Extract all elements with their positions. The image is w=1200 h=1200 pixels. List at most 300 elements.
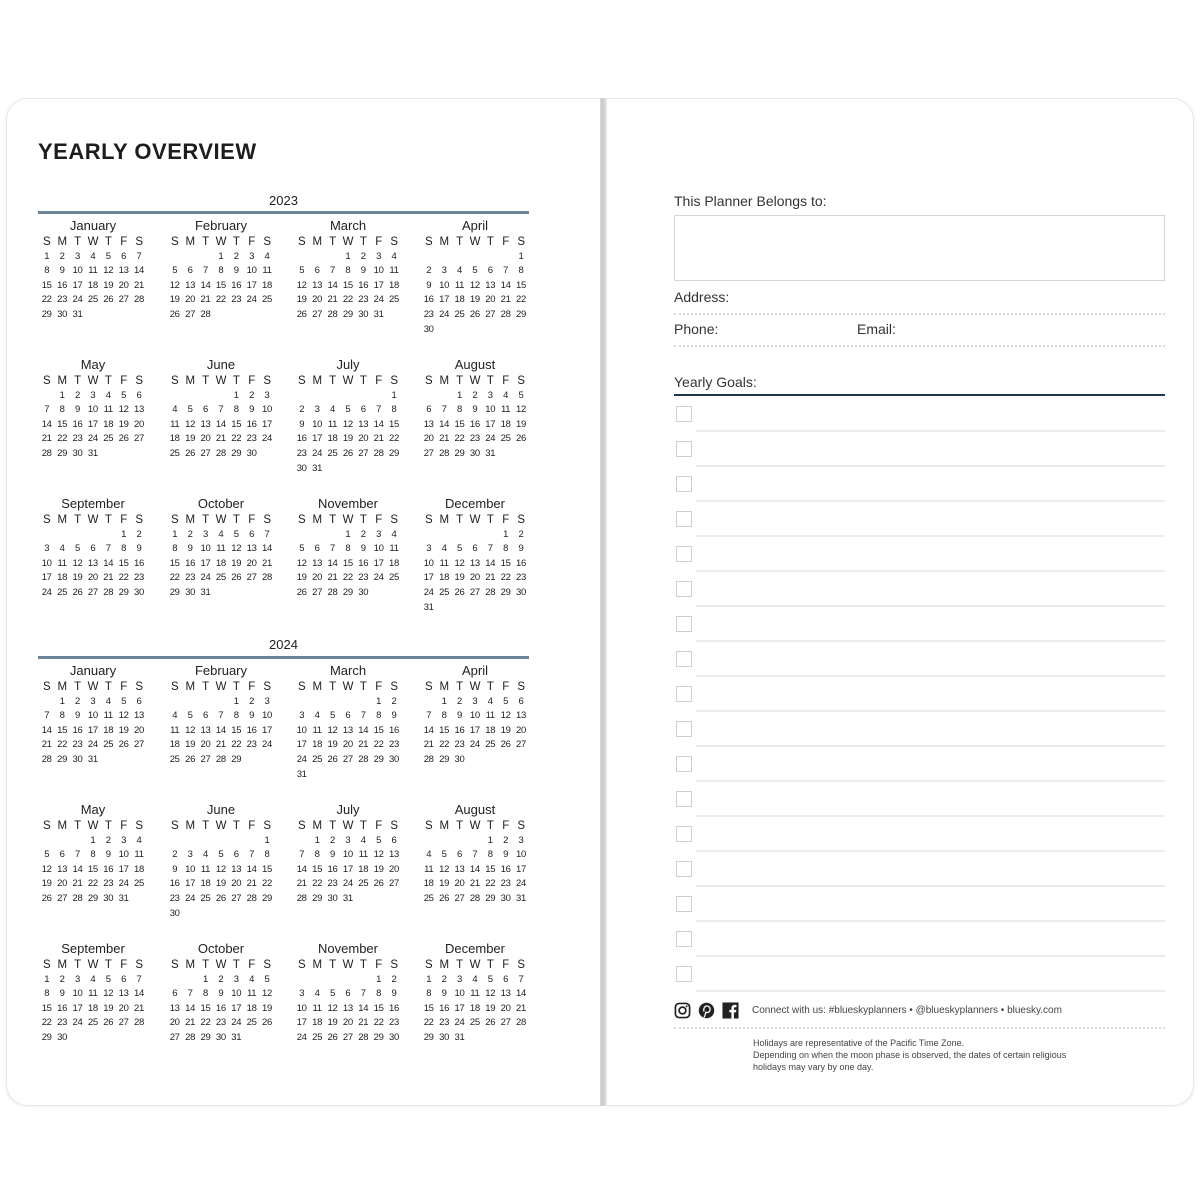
day-number: 28 xyxy=(215,753,226,765)
day-number: 20 xyxy=(454,878,465,890)
day-number: 24 xyxy=(185,892,196,904)
day-number: 27 xyxy=(342,1031,353,1043)
day-number: 29 xyxy=(485,892,496,904)
weekday-header-row xyxy=(294,819,402,834)
month-name: May xyxy=(80,802,106,817)
day-grid xyxy=(294,528,402,601)
day-number: 22 xyxy=(41,294,52,306)
month-name: March xyxy=(329,218,367,233)
empty-day-cell xyxy=(421,528,436,543)
day-number: 30 xyxy=(215,1031,226,1043)
weekday-header: T xyxy=(359,236,367,248)
day-number: 17 xyxy=(296,739,307,751)
day-number: 4 xyxy=(472,973,478,985)
day-number: 18 xyxy=(469,1002,480,1014)
weekday-header: S xyxy=(425,514,433,526)
goal-row[interactable] xyxy=(674,852,1165,887)
day-number: 14 xyxy=(358,1002,369,1014)
day-number: 18 xyxy=(103,724,114,736)
weekday-header: M xyxy=(185,236,195,248)
day-number: 21 xyxy=(423,739,434,751)
goal-row[interactable] xyxy=(674,782,1165,817)
day-number: 8 xyxy=(44,988,50,1000)
weekday-header: F xyxy=(248,820,256,832)
weekday-header: S xyxy=(517,681,525,693)
weekday-header: S xyxy=(171,959,179,971)
day-number: 23 xyxy=(215,1017,226,1029)
day-number: 22 xyxy=(485,878,496,890)
goal-row[interactable] xyxy=(674,537,1165,572)
day-number: 12 xyxy=(342,418,353,430)
weekday-header: S xyxy=(517,514,525,526)
day-number: 29 xyxy=(439,753,450,765)
day-number: 22 xyxy=(87,878,98,890)
day-number: 4 xyxy=(249,973,255,985)
day-number: 17 xyxy=(262,724,273,736)
goal-row[interactable] xyxy=(674,887,1165,922)
day-number: 10 xyxy=(454,988,465,1000)
day-number: 20 xyxy=(87,572,98,584)
day-number: 14 xyxy=(246,863,257,875)
goal-checkbox[interactable] xyxy=(676,511,692,527)
day-number: 28 xyxy=(262,572,273,584)
pinterest-icon[interactable] xyxy=(698,1002,715,1019)
month-name: November xyxy=(318,496,378,511)
day-number: 23 xyxy=(72,433,83,445)
weekday-header: S xyxy=(43,236,51,248)
day-number: 14 xyxy=(516,988,527,1000)
empty-day-cell xyxy=(198,695,213,710)
day-number: 6 xyxy=(391,834,397,846)
day-number: 16 xyxy=(389,1002,400,1014)
weekday-header: W xyxy=(342,236,354,248)
weekday-header: F xyxy=(120,375,128,387)
goal-checkbox[interactable] xyxy=(676,616,692,632)
day-grid xyxy=(421,695,529,768)
day-number: 22 xyxy=(215,294,226,306)
day-number: 7 xyxy=(136,250,142,262)
day-number: 7 xyxy=(44,404,50,416)
day-number: 4 xyxy=(391,250,397,262)
day-number: 30 xyxy=(134,586,145,598)
day-number: 21 xyxy=(134,279,145,291)
weekday-header: S xyxy=(43,959,51,971)
day-number: 9 xyxy=(172,863,178,875)
goal-checkbox[interactable] xyxy=(676,651,692,667)
weekday-header: S xyxy=(390,375,398,387)
month-name: January xyxy=(69,218,117,233)
day-number: 14 xyxy=(215,724,226,736)
day-number: 29 xyxy=(200,1031,211,1043)
day-number: 7 xyxy=(360,988,366,1000)
weekday-header: M xyxy=(312,820,322,832)
weekday-header-row xyxy=(421,958,529,973)
day-number: 7 xyxy=(329,543,335,555)
day-number: 6 xyxy=(518,695,524,707)
empty-day-cell xyxy=(85,528,100,543)
day-number: 13 xyxy=(134,404,145,416)
day-number: 20 xyxy=(200,739,211,751)
day-number: 3 xyxy=(264,389,270,401)
empty-day-cell xyxy=(421,834,436,849)
month-name: October xyxy=(197,496,245,511)
day-number: 15 xyxy=(373,724,384,736)
day-number: 10 xyxy=(439,279,450,291)
day-number: 7 xyxy=(360,710,366,722)
phone-label: Phone: xyxy=(674,321,719,337)
day-number: 25 xyxy=(389,294,400,306)
goal-row[interactable] xyxy=(674,642,1165,677)
day-number: 1 xyxy=(59,389,65,401)
day-number: 11 xyxy=(216,543,226,555)
month-calendar xyxy=(39,662,147,768)
day-number: 28 xyxy=(358,1031,369,1043)
goal-checkbox[interactable] xyxy=(676,861,692,877)
goal-checkbox[interactable] xyxy=(676,721,692,737)
day-number: 5 xyxy=(503,695,509,707)
day-number: 24 xyxy=(423,586,434,598)
goal-row[interactable] xyxy=(674,397,1165,432)
day-number: 7 xyxy=(136,973,142,985)
goal-checkbox[interactable] xyxy=(676,581,692,597)
month-calendar xyxy=(39,940,147,1046)
goal-row[interactable] xyxy=(674,572,1165,607)
goal-checkbox[interactable] xyxy=(676,406,692,422)
day-number: 14 xyxy=(469,863,480,875)
goal-row[interactable] xyxy=(674,677,1165,712)
day-number: 26 xyxy=(262,1017,273,1029)
day-number: 7 xyxy=(472,849,478,861)
day-number: 28 xyxy=(200,308,211,320)
day-number: 8 xyxy=(121,543,127,555)
day-number: 6 xyxy=(121,250,127,262)
goal-row[interactable] xyxy=(674,922,1165,957)
weekday-header: T xyxy=(486,236,494,248)
day-number: 9 xyxy=(503,849,509,861)
day-number: 21 xyxy=(103,572,114,584)
weekday-header-row xyxy=(294,513,402,528)
day-number: 13 xyxy=(57,863,68,875)
day-number: 30 xyxy=(72,447,83,459)
weekday-header: F xyxy=(248,681,256,693)
day-number: 25 xyxy=(358,878,369,890)
day-number: 29 xyxy=(231,753,242,765)
day-number: 16 xyxy=(423,294,434,306)
day-number: 9 xyxy=(426,279,432,291)
day-number: 21 xyxy=(185,1017,196,1029)
day-number: 1 xyxy=(90,834,96,846)
weekday-header: T xyxy=(202,514,209,526)
goal-row[interactable] xyxy=(674,712,1165,747)
day-number: 2 xyxy=(503,834,509,846)
weekday-header: S xyxy=(425,375,433,387)
day-number: 18 xyxy=(169,433,180,445)
month-name: November xyxy=(318,941,378,956)
owner-name-field[interactable] xyxy=(674,215,1165,281)
day-number: 19 xyxy=(439,878,450,890)
day-number: 21 xyxy=(500,294,511,306)
day-number: 14 xyxy=(327,557,338,569)
empty-day-cell xyxy=(452,250,467,265)
day-number: 25 xyxy=(134,878,145,890)
day-number: 9 xyxy=(74,404,80,416)
day-number: 29 xyxy=(57,447,68,459)
empty-day-cell xyxy=(39,695,54,710)
weekday-header: M xyxy=(185,681,195,693)
day-number: 9 xyxy=(187,543,193,555)
day-number: 29 xyxy=(231,447,242,459)
day-number: 11 xyxy=(103,404,113,416)
goal-row[interactable] xyxy=(674,817,1165,852)
empty-day-cell xyxy=(39,528,54,543)
day-number: 27 xyxy=(516,739,527,751)
day-number: 22 xyxy=(342,572,353,584)
day-number: 16 xyxy=(215,1002,226,1014)
day-number: 16 xyxy=(358,557,369,569)
empty-day-cell xyxy=(436,250,451,265)
day-number: 17 xyxy=(246,279,257,291)
day-number: 15 xyxy=(389,418,400,430)
day-number: 28 xyxy=(41,447,52,459)
day-number: 9 xyxy=(59,265,65,277)
day-number: 1 xyxy=(441,695,447,707)
day-number: 23 xyxy=(389,1017,400,1029)
weekday-header: S xyxy=(390,236,398,248)
day-number: 2 xyxy=(249,389,255,401)
goal-row[interactable] xyxy=(674,747,1165,782)
month-calendar xyxy=(294,356,402,476)
weekday-header: F xyxy=(120,820,128,832)
day-number: 14 xyxy=(103,557,114,569)
empty-day-cell xyxy=(436,834,451,849)
address-line[interactable] xyxy=(674,313,1165,315)
day-number: 15 xyxy=(262,863,273,875)
day-number: 7 xyxy=(218,404,224,416)
day-number: 25 xyxy=(215,572,226,584)
day-number: 11 xyxy=(312,724,322,736)
day-number: 14 xyxy=(134,988,145,1000)
day-number: 3 xyxy=(487,389,493,401)
day-number: 17 xyxy=(262,418,273,430)
weekday-header: S xyxy=(425,959,433,971)
month-calendar xyxy=(39,217,147,323)
day-number: 15 xyxy=(500,557,511,569)
day-number: 8 xyxy=(90,849,96,861)
empty-day-cell xyxy=(167,973,182,988)
day-number: 2 xyxy=(187,528,193,540)
day-number: 21 xyxy=(327,294,338,306)
empty-day-cell xyxy=(294,389,309,404)
weekday-header-row xyxy=(39,680,147,695)
weekday-header: S xyxy=(135,959,143,971)
day-number: 29 xyxy=(454,447,465,459)
goal-row[interactable] xyxy=(674,607,1165,642)
goal-checkbox[interactable] xyxy=(676,896,692,912)
day-number: 1 xyxy=(518,250,524,262)
day-number: 4 xyxy=(172,710,178,722)
phone-email-line[interactable] xyxy=(674,345,1165,347)
day-number: 22 xyxy=(200,1017,211,1029)
weekday-header: W xyxy=(342,959,354,971)
weekday-header-row xyxy=(39,819,147,834)
weekday-header: S xyxy=(135,375,143,387)
month-calendar xyxy=(294,662,402,782)
weekday-header: M xyxy=(439,820,449,832)
day-number: 2 xyxy=(391,695,397,707)
empty-day-cell xyxy=(325,389,340,404)
day-grid xyxy=(421,528,529,616)
day-number: 13 xyxy=(200,418,211,430)
day-number: 7 xyxy=(264,528,270,540)
day-number: 7 xyxy=(202,265,208,277)
day-number: 27 xyxy=(358,447,369,459)
weekday-header: S xyxy=(517,820,525,832)
day-number: 14 xyxy=(485,557,496,569)
day-number: 16 xyxy=(185,557,196,569)
weekday-header: T xyxy=(329,514,336,526)
weekday-header: S xyxy=(135,681,143,693)
day-number: 27 xyxy=(185,308,196,320)
weekday-header: T xyxy=(486,375,494,387)
weekday-header: S xyxy=(517,236,525,248)
day-number: 24 xyxy=(342,878,353,890)
day-number: 28 xyxy=(296,892,307,904)
day-number: 31 xyxy=(454,1031,465,1043)
day-number: 13 xyxy=(312,279,323,291)
day-number: 16 xyxy=(57,279,68,291)
empty-day-cell xyxy=(356,973,371,988)
day-number: 15 xyxy=(118,557,129,569)
goal-checkbox[interactable] xyxy=(676,476,692,492)
day-number: 13 xyxy=(118,988,129,1000)
day-number: 1 xyxy=(503,528,509,540)
weekday-header: S xyxy=(171,681,179,693)
weekday-header-row xyxy=(421,819,529,834)
day-number: 4 xyxy=(441,543,447,555)
goal-checkbox[interactable] xyxy=(676,826,692,842)
weekday-header: S xyxy=(263,236,271,248)
day-number: 14 xyxy=(41,418,52,430)
day-number: 12 xyxy=(118,710,129,722)
day-number: 16 xyxy=(358,279,369,291)
day-number: 5 xyxy=(121,695,127,707)
right-page xyxy=(606,98,1194,1106)
day-number: 9 xyxy=(136,543,142,555)
day-number: 17 xyxy=(296,1017,307,1029)
day-number: 29 xyxy=(423,1031,434,1043)
day-number: 20 xyxy=(342,739,353,751)
empty-day-cell xyxy=(309,528,324,543)
goal-checkbox[interactable] xyxy=(676,756,692,772)
month-calendar xyxy=(167,495,275,601)
day-number: 31 xyxy=(296,768,307,780)
weekday-header: M xyxy=(439,681,449,693)
weekday-header: S xyxy=(390,681,398,693)
month-calendar xyxy=(294,495,402,601)
day-number: 31 xyxy=(342,892,353,904)
day-number: 11 xyxy=(103,710,113,722)
day-number: 23 xyxy=(454,739,465,751)
day-number: 7 xyxy=(249,849,255,861)
instagram-icon[interactable] xyxy=(674,1002,691,1019)
empty-day-cell xyxy=(182,973,197,988)
goal-checkbox[interactable] xyxy=(676,931,692,947)
day-number: 11 xyxy=(247,988,257,1000)
goal-checkbox[interactable] xyxy=(676,441,692,457)
empty-day-cell xyxy=(309,389,324,404)
day-number: 17 xyxy=(41,572,52,584)
day-number: 23 xyxy=(57,294,68,306)
day-number: 9 xyxy=(360,543,366,555)
day-number: 14 xyxy=(200,279,211,291)
day-number: 16 xyxy=(389,724,400,736)
weekday-header-row xyxy=(39,958,147,973)
year-label-2024: 2024 xyxy=(269,637,298,652)
day-number: 6 xyxy=(426,404,432,416)
day-number: 10 xyxy=(296,724,307,736)
day-number: 6 xyxy=(202,710,208,722)
day-number: 28 xyxy=(469,892,480,904)
day-number: 3 xyxy=(299,710,305,722)
day-number: 4 xyxy=(59,543,65,555)
goal-checkbox[interactable] xyxy=(676,791,692,807)
connect-text: Connect with us: #blueskyplanners • @blueskyplanners • bluesky.com xyxy=(752,1005,1062,1016)
day-number: 21 xyxy=(215,433,226,445)
day-number: 3 xyxy=(518,834,524,846)
day-number: 11 xyxy=(389,265,399,277)
goal-row[interactable] xyxy=(674,957,1165,992)
day-number: 9 xyxy=(391,710,397,722)
day-number: 17 xyxy=(72,279,83,291)
day-number: 23 xyxy=(516,572,527,584)
facebook-icon[interactable] xyxy=(722,1002,739,1019)
day-number: 26 xyxy=(215,892,226,904)
weekday-header: M xyxy=(57,514,67,526)
day-number: 14 xyxy=(327,279,338,291)
day-number: 5 xyxy=(518,389,524,401)
day-number: 14 xyxy=(439,418,450,430)
month-name: August xyxy=(454,802,496,817)
weekday-header: T xyxy=(202,681,209,693)
goal-checkbox[interactable] xyxy=(676,546,692,562)
day-number: 18 xyxy=(485,724,496,736)
goal-row[interactable] xyxy=(674,467,1165,502)
goal-checkbox[interactable] xyxy=(676,966,692,982)
holiday-note-line: Depending on when the moon phase is observed, the dates of certain religious xyxy=(753,1050,1067,1060)
weekday-header: T xyxy=(104,375,112,387)
day-number: 11 xyxy=(88,988,98,1000)
goal-checkbox[interactable] xyxy=(676,686,692,702)
day-number: 12 xyxy=(469,279,480,291)
empty-day-cell xyxy=(421,695,436,710)
day-number: 27 xyxy=(200,447,211,459)
month-name: December xyxy=(445,496,505,511)
day-number: 2 xyxy=(233,250,239,262)
day-number: 31 xyxy=(87,753,98,765)
day-number: 18 xyxy=(87,279,98,291)
weekday-header: W xyxy=(215,681,227,693)
day-number: 26 xyxy=(439,892,450,904)
day-number: 21 xyxy=(215,739,226,751)
day-number: 17 xyxy=(231,1002,242,1014)
day-number: 21 xyxy=(41,739,52,751)
day-number: 8 xyxy=(376,988,382,1000)
day-number: 5 xyxy=(329,988,335,1000)
goal-row[interactable] xyxy=(674,432,1165,467)
goal-row[interactable] xyxy=(674,502,1165,537)
weekday-header: T xyxy=(486,514,494,526)
day-number: 17 xyxy=(454,1002,465,1014)
